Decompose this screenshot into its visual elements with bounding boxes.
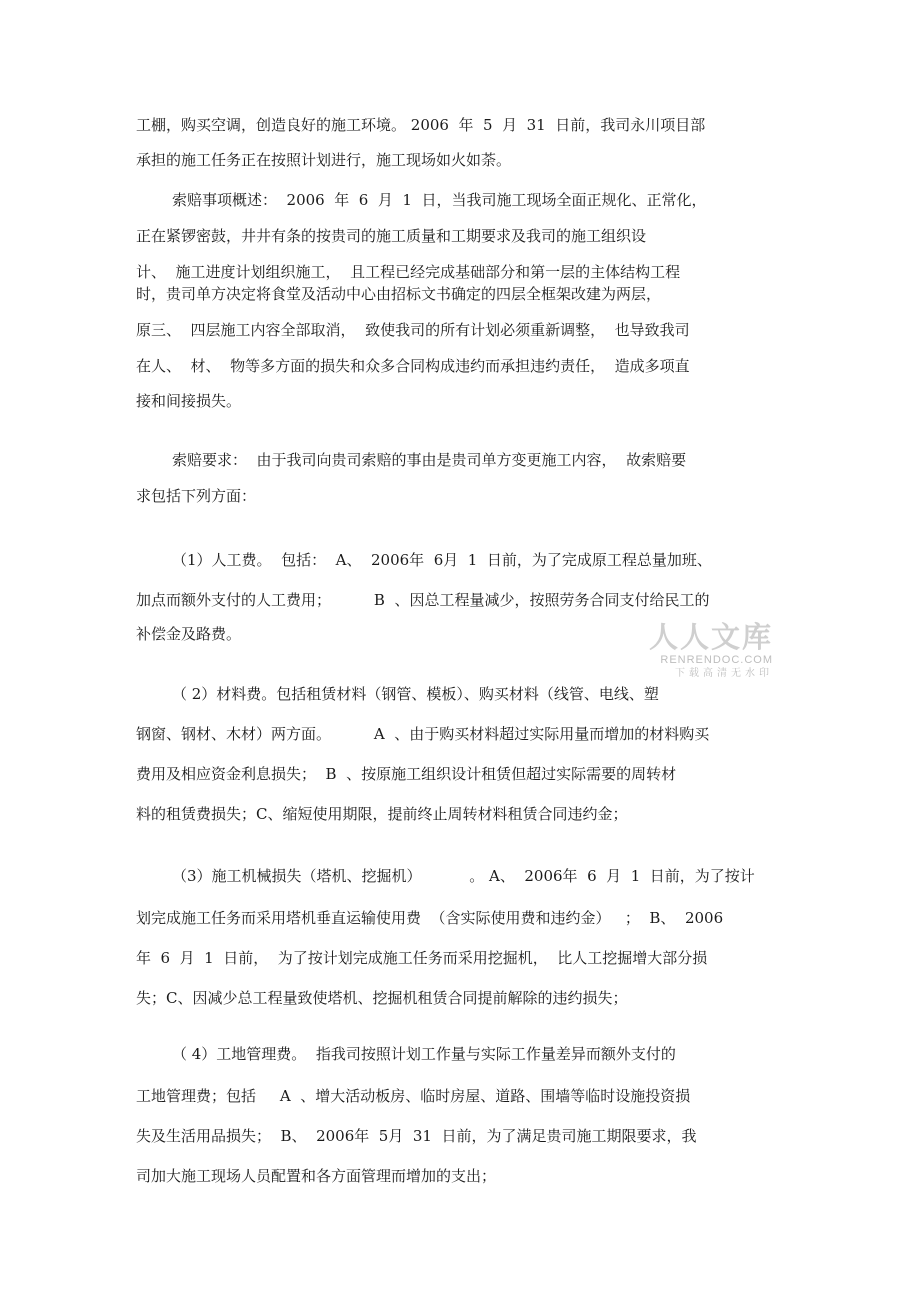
watermark-subtitle: 下载高清无水印 [675, 668, 773, 679]
paragraph-line: 计、 施工进度计划组织施工， 且工程已经完成基础部分和第一层的主体结构工程 [136, 263, 681, 281]
paragraph-line: 接和间接损失。 [136, 392, 242, 410]
paragraph-line: 失及生活用品损失； B、 2006年 5月 31 日前，为了满足贵司施工期限要求，我 [136, 1127, 697, 1145]
paragraph-line: 索赔要求： 由于我司向贵司索赔的事由是贵司单方变更施工内容， 故索赔要 [172, 451, 687, 469]
paragraph-line: 年 6 月 1 日前， 为了按计划完成施工任务而采用挖掘机， 比人工挖掘增大部分损 [136, 949, 708, 967]
paragraph-line: 求包括下列方面： [136, 487, 257, 505]
paragraph-line: 承担的施工任务正在按照计划进行，施工现场如火如荼。 [136, 151, 512, 169]
paragraph-line: 料的租赁费损失；C、缩短使用期限，提前终止周转材料租赁合同违约金； [136, 805, 628, 823]
paragraph-line: （3）施工机械损失（塔机、挖掘机） 。 A、 2006年 6 月 1 日前，为了按计 [172, 867, 755, 885]
paragraph-line: 司加大施工现场人员配置和各方面管理而增加的支出； [136, 1167, 497, 1185]
paragraph-line: 费用及相应资金利息损失； B 、按原施工组织设计租赁但超过实际需要的周转材 [136, 765, 677, 783]
watermark-title: 人人文库 [648, 620, 773, 654]
paragraph-line: 正在紧锣密鼓，井井有条的按贵司的施工质量和工期要求及我司的施工组织设 [136, 227, 647, 245]
paragraph-line: 加点而额外支付的人工费用； B 、因总工程量减少，按照劳务合同支付给民工的 [136, 591, 710, 609]
paragraph-line: 失；C、因减少总工程量致使塔机、挖掘机租赁合同提前解除的违约损失； [136, 989, 628, 1007]
paragraph-line: 工棚，购买空调，创造良好的施工环境。 2006 年 5 月 31 日前，我司永川项目部 [136, 116, 706, 134]
paragraph-line: 时，贵司单方决定将食堂及活动中心由招标文书确定的四层全框架改建为两层， [136, 285, 662, 303]
paragraph-line: 划完成施工任务而采用塔机垂直运输使用费 （含实际使用费和违约金） ； B、 2006 [136, 909, 724, 927]
paragraph-line: 工地管理费；包括 A 、增大活动板房、临时房屋、道路、围墙等临时设施投资损 [136, 1087, 691, 1105]
paragraph-line: 在人、 材、 物等多方面的损失和众多合同构成违约而承担违约责任， 造成多项直 [136, 357, 690, 375]
paragraph-line: 原三、 四层施工内容全部取消， 致使我司的所有计划必须重新调整， 也导致我司 [136, 321, 690, 339]
paragraph-line: （ 4）工地管理费。 指我司按照计划工作量与实际工作量差异而额外支付的 [172, 1045, 676, 1063]
paragraph-line: 钢窗、钢材、木材）两方面。 A 、由于购买材料超过实际用量而增加的材料购买 [136, 725, 710, 743]
paragraph-line: 索赔事项概述： 2006 年 6 月 1 日，当我司施工现场全面正规化、正常化， [172, 191, 707, 209]
paragraph-line: （1）人工费。 包括： A、 2006年 6月 1 日前，为了完成原工程总量加班、 [172, 551, 712, 569]
watermark-site: RENRENDOC.COM [660, 654, 773, 666]
paragraph-line: 补偿金及路费。 [136, 625, 242, 643]
watermark-logo [648, 620, 773, 680]
paragraph-line: （ 2）材料费。包括租赁材料（钢管、模板）、购买材料（线管、电线、塑 [172, 685, 659, 703]
